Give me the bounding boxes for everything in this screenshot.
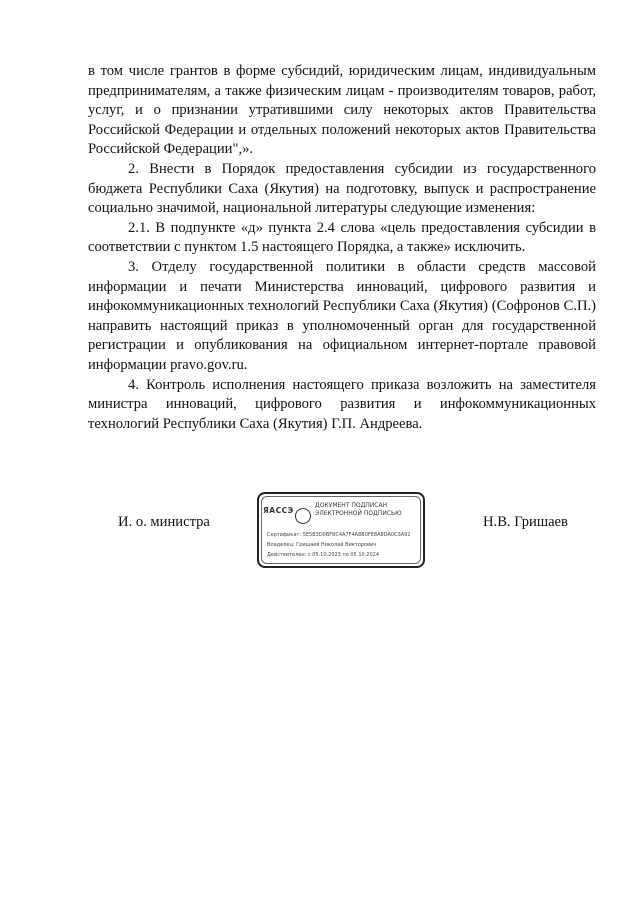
emblem-icon <box>295 508 311 524</box>
stamp-logo: ЯАССЭ <box>263 506 294 515</box>
paragraph-item-2-1: 2.1. В подпункте «д» пункта 2.4 слова «цель предоставления субсидии в соответствии с пунктом 1.5 настоящего Порядка, а также» исключить. <box>88 219 596 256</box>
signer-name: Н.В. Гришаев <box>483 514 568 530</box>
paragraph-item-3: 3. Отделу государственной политики в области средств массовой информации и печати Министерства инноваций, цифрового развития и инфокоммуникационных технологий Республики Саха (Якутия) (Софронов С.П.) направить настоящий приказ в уполномоченный орган для государственной регистрации и опубликования на официальном интернет-портале правовой информации pravo.gov.ru. <box>88 258 596 373</box>
paragraph-item-2: 2. Внести в Порядок предоставления субсидии из государственного бюджета Республики Саха (Якутия) на подготовку, выпуск и распространение социально значимой, национальной литературы следующие изменения: <box>88 160 596 217</box>
electronic-signature-stamp <box>257 492 425 568</box>
paragraph-item-4: 4. Контроль исполнения настоящего приказа возложить на заместителя министра инноваций, цифрового развития и инфокоммуникационных технологий Республики Саха (Якутия) Г.П. Андреева. <box>88 376 596 432</box>
stamp-owner: Владелец: Гришаев Николай Викторович <box>267 542 377 548</box>
paragraph-continuation: в том числе грантов в форме субсидий, юридическим лицам, индивидуальным предпринимателям, а также физическим лицам - производителям товаров, работ, услуг, и о признании утратившими силу некоторых актов Правительства Российской Федерации и отдельных положений некоторых актов Правительства Российской Федерации",». <box>88 63 596 158</box>
stamp-certificate: Сертификат: 5E5B3D0BF8C4A7F4A8B0FE8A8DA0C3A92 <box>267 532 411 538</box>
stamp-title-line1: ДОКУМЕНТ ПОДПИСАН <box>315 502 388 509</box>
signer-position: И. о. министра <box>118 514 210 530</box>
signature-block <box>0 488 640 578</box>
stamp-title <box>315 502 402 518</box>
stamp-title-line2: ЭЛЕКТРОННОЙ ПОДПИСЬЮ <box>315 510 402 517</box>
stamp-validity: Действителен: с 05.10.2023 по 05.10.2024 <box>267 552 379 558</box>
document-body <box>88 62 596 434</box>
